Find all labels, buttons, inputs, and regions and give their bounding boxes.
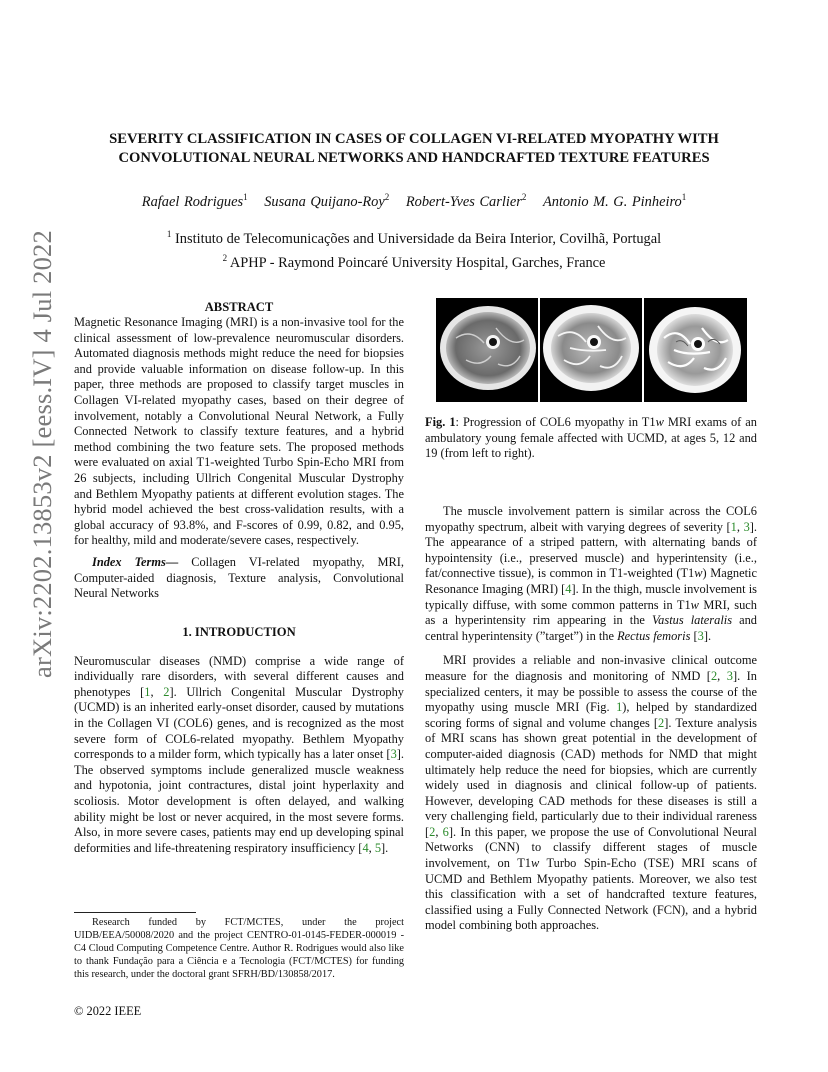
mri-panel-age-5 (436, 298, 538, 402)
intro-heading: 1. INTRODUCTION (182, 624, 296, 639)
right-column-text (425, 504, 757, 934)
intro-paragraph-1: Neuromuscular diseases (NMD) comprise a wide range of individually rare disorders, with several different causes and phenotypes [1, 2]. Ullrich Congenital Muscular Dystrophy (UCMD) is an inherited early-onset disorder, caused by mutations in the Collagen VI (COL6) genes, and is recognized as the most severe form of COL6-related myopathy. Bethlem Myopathy corresponds to a milder form, which typically has a later onset [3]. The observed symptoms include generalized muscle weakness and hypotonia, joint contractures, distal joint hyperlaxity and scoliosis. Motor development is often delayed, and walking ability might be lost or never acquired, in the most severe forms. Also, in more severe cases, patients may end up developing spinal deformities and life-threatening respiratory insufficiency [4, 5]. (74, 653, 404, 855)
index-terms-label: Index Terms— (92, 554, 179, 569)
citation-link[interactable]: 2 (429, 824, 436, 839)
mri-panels (436, 298, 747, 402)
arxiv-stamp: arXiv:2202.13853v2 [eess.IV] 4 Jul 2022 (27, 230, 57, 678)
citation-link[interactable]: 4 (565, 581, 572, 596)
affiliations (40, 225, 788, 273)
author: Antonio M. G. Pinheiro$^1$ (542, 192, 687, 210)
abstract-text: Magnetic Resonance Imaging (MRI) is a non-invasive tool for the clinical assessment of low-prevalence neuromuscular disorders. Automated diagnosis methods might reduce the need for biopsies and provide valuable information on disease follow-up. In this paper, three methods are proposed to classify target muscles in Collagen VI-related myopathy cases, based on their degree of involvement, notably a Convolutional Neural Network, a Fully Connected Network to classify texture features, and a hybrid method combining the two feature sets. The proposed methods were evaluated on axial T1-weighted Turbo Spin-Echo MRI from 26 subjects, including Ullrich Congenital Muscular Dystrophy and Bethlem Myopathy patients at different evolution stages. The hybrid model achieved the best cross-validation results, with a global accuracy of 93.8%, and F-scores of 0.99, 0.82, and 0.95, for healthy, mild and moderate/severe cases, respectively. (74, 315, 404, 548)
paragraph-mri-provides: MRI provides a reliable and non-invasive clinical outcome measure for the diagnosis and monitoring of NMD [2, 3]. In specialized centers, it may be possible to assess the course of the myopathy using muscle MRI (Fig. 1), helped by standardized scoring forms of signal and volume changes [2]. Texture analysis of MRI scans has shown great potential in the development of computer-aided diagnosis (CAD) methods for NMD that might ultimately help reduce the need for biopsies, which are currently widely used in diagnosis and clinical follow-up of patients. However, developing CAD methods for these diseases is still a very challenging field, particularly due to their individual rareness [2, 6]. In this paper, we propose the use of Convolutional Neural Networks (CNN) to classify different stages of muscle involvement, on T1w Turbo Spin-Echo (TSE) MRI scans of UCMD and Bethlem Myopathy patients. Moreover, we also test this classification with a set of handcrafted texture features, classified using a Fully Connected Network (FCN), and a hybrid model combining both approaches. (425, 653, 757, 933)
figure-caption-block (425, 415, 757, 462)
paragraph-muscle-involvement: The muscle involvement pattern is similar across the COL6 myopathy spectrum, albeit with varying degrees of severity [1, 3]. The appearance of a striped pattern, with alternating bands of hypointensity (i.e., preserved muscle) and hyperintensity (i.e., fat/connective tissue), is common in T1-weighted (T1w) Magnetic Resonance Imaging (MRI) [4]. In the thigh, muscle involvement is typically diffuse, with some common patterns in T1w MRI, such as a hyperintensity rim appearing in the Vastus lateralis and central hyperintensity (”target”) in the Rectus femoris [3]. (425, 504, 757, 643)
index-terms-text: Collagen VI-related myopathy, MRI, Computer-aided diagnosis, Texture analysis, Convolutional Neural Networks (74, 554, 404, 601)
italic-term: w (690, 597, 699, 612)
affiliation-1: $^1$ Instituto de Telecomunicações and Universidade da Beira Interior, Covilhã, Portugal (166, 229, 662, 247)
mri-panel-age-12 (540, 298, 642, 402)
mri-panel-age-19 (644, 298, 747, 402)
citation-link[interactable]: 2 (163, 684, 170, 699)
footnote: Research funded by FCT/MCTES, under the project UIDB/EEA/50008/2020 and the project CENTRO-01-0145-FEDER-000019 - C4 Cloud Computing Competence Centre. Author R. Rodrigues would also like to thank Fundação para a Ciência e a Tecnologia (FCT/MCTES) for funding this research, under the doctoral grant SFRH/BD/130858/2017. (74, 917, 404, 980)
figure-mri-images (436, 298, 747, 402)
citation-link[interactable]: 5 (374, 840, 382, 855)
italic-term: w (655, 415, 664, 429)
citation-link[interactable]: 6 (442, 824, 449, 839)
citation-link[interactable]: 4 (362, 840, 369, 855)
italic-term: Rectus femoris (617, 628, 691, 643)
figure-caption-text: : Progression of COL6 myopathy in T1w MRI exams of an ambulatory young female affected with UCMD, at ages 5, 12 and 19 (from left to right). (425, 415, 757, 461)
index-terms (74, 555, 404, 602)
italic-term: w (694, 566, 703, 581)
citation-link[interactable]: 3 (390, 747, 397, 762)
title-line-2: CONVOLUTIONAL NEURAL NETWORKS AND HANDCRAFTED TEXTURE FEATURES (118, 150, 710, 166)
figure-caption (425, 415, 757, 462)
citation-link[interactable]: 3 (697, 628, 704, 643)
figure-label: Fig. 1 (425, 415, 456, 429)
author: Rafael Rodrigues$^1$ (141, 192, 248, 210)
author: Robert-Yves Carlier$^2$ (405, 192, 527, 210)
citation-link[interactable]: 1 (616, 700, 623, 715)
author: Susana Quijano-Roy$^2$ (264, 192, 390, 210)
affiliation-2: $^2$ APHP - Raymond Poincaré University Hospital, Garches, France (222, 252, 606, 271)
abstract-heading: ABSTRACT (204, 300, 274, 314)
citation-link[interactable]: 2 (710, 668, 718, 683)
title-line-1: SEVERITY CLASSIFICATION IN CASES OF COLLAGEN VI-RELATED MYOPATHY WITH (109, 131, 719, 147)
copyright: © 2022 IEEE (74, 1004, 142, 1018)
author-list (40, 188, 788, 211)
italic-term: Vastus lateralis (651, 613, 733, 628)
abstract-section (74, 299, 404, 856)
italic-term: w (530, 856, 540, 871)
citation-link[interactable]: 1 (730, 519, 737, 534)
footnote-rule (74, 912, 196, 913)
citation-link[interactable]: 3 (743, 519, 750, 534)
paper-title (40, 130, 788, 168)
citation-link[interactable]: 3 (726, 668, 733, 683)
citation-link[interactable]: 2 (658, 715, 665, 730)
citation-link[interactable]: 1 (144, 684, 151, 699)
